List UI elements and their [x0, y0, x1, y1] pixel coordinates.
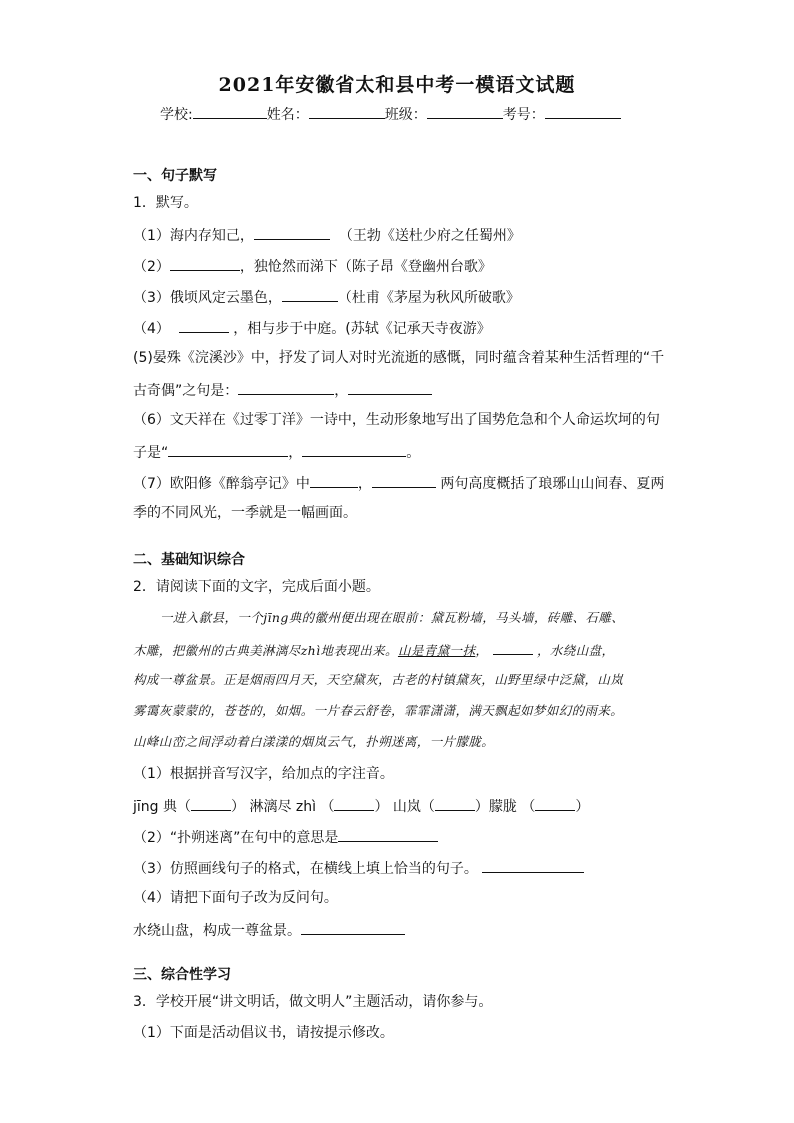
q1-item-7-line1 — [133, 473, 664, 493]
q2-sub4-blank[interactable] — [301, 920, 405, 935]
q1-item-1-source: （王勃《送杜少府之任蜀州》 — [338, 228, 521, 244]
q3-sub1: （1）下面是活动倡议书，请按提示修改。 — [133, 1025, 394, 1041]
q2-sub4-sentence-text: 水绕山盘，构成一尊盆景。 — [133, 923, 301, 939]
passage-line-2-end: ，水绕山盘， — [537, 643, 615, 658]
q2-sub4: （4）请把下面句子改为反问句。 — [133, 890, 338, 906]
pinyin-blank-2[interactable] — [334, 796, 374, 811]
q2-sub3 — [133, 858, 584, 878]
school-label: 学校: — [160, 107, 193, 123]
q1-item-1-text: （1）海内存知己， — [133, 228, 254, 244]
q1-item-6-line2 — [133, 442, 420, 462]
imitation-blank[interactable] — [493, 640, 533, 655]
q1-item-3-source: （杜甫《茅屋为秋风所破歌》 — [337, 290, 520, 306]
q1-item-3-text: （3）俄顷风定云墨色， — [133, 290, 282, 306]
pinyin-c: ） 山岚（ — [374, 799, 435, 815]
passage-line-4: 雾霭灰蒙蒙的，苍苍的，如烟。一片春云舒卷，霏霏潇潇，满天飘起如梦如幻的雨来。 — [133, 703, 624, 718]
student-info-line — [160, 104, 621, 124]
section2-heading: 二、基础知识综合 — [133, 552, 245, 568]
q1-item-4-text: ，相与步于中庭。(苏轼《记承天寺夜游》 — [233, 321, 491, 337]
q1-item-5-blank-1[interactable] — [238, 380, 334, 395]
q2-sub4-sentence — [133, 920, 405, 940]
class-blank[interactable] — [427, 104, 503, 119]
q1-item-4-blank[interactable] — [179, 318, 229, 333]
pinyin-e: ） — [575, 799, 590, 815]
passage-line-2-text: 木雕，把徽州的古典美淋漓尽zhì地表现出来。 — [133, 643, 398, 658]
q1-item-1-blank[interactable] — [254, 225, 330, 240]
passage-line-5: 山峰山峦之间浮动着白漾漾的烟岚云气，扑朔迷离，一片朦胧。 — [133, 734, 495, 749]
pinyin-b: ） 淋漓尽 zhì （ — [231, 799, 335, 815]
q2-label: 2．请阅读下面的文字，完成后面小题。 — [133, 579, 380, 595]
q1-item-5-prompt: 古奇偶”之句是： — [133, 383, 239, 399]
q1-item-5-comma: ， — [334, 383, 349, 399]
q1-item-7-prompt: （7）欧阳修《醉翁亭记》中 — [133, 476, 310, 492]
exam-no-blank[interactable] — [545, 104, 621, 119]
q1-item-2-num: （2） — [133, 259, 170, 275]
pinyin-blank-3[interactable] — [435, 796, 475, 811]
q2-sub3-text: （3）仿照画线句子的格式，在横线上填上恰当的句子。 — [133, 861, 478, 877]
q1-item-7-text: 两句高度概括了琅琊山山间春、夏两 — [440, 476, 665, 492]
passage-line-2-comma: ， — [475, 643, 489, 658]
pinyin-blank-1[interactable] — [191, 796, 231, 811]
q2-pinyin-line — [133, 796, 589, 816]
pinyin-d: ）朦胧 （ — [474, 799, 536, 815]
q1-item-6-blank-2[interactable] — [302, 442, 406, 457]
q1-item-6-period: 。 — [406, 445, 421, 461]
q1-item-2-blank[interactable] — [170, 256, 240, 271]
section1-heading: 一、句子默写 — [133, 168, 217, 184]
q1-item-4-num: （4） — [133, 321, 170, 337]
q1-item-4 — [133, 318, 491, 338]
q2-sub2 — [133, 827, 438, 847]
q2-sub1: （1）根据拼音写汉字，给加点的字注音。 — [133, 766, 394, 782]
pinyin-a: jīng 典（ — [133, 799, 191, 815]
page-title: 2021年安徽省太和县中考一模语文试题 — [218, 74, 576, 96]
q3-label: 3．学校开展“讲文明话，做文明人”主题活动，请你参与。 — [133, 994, 493, 1010]
q2-sub3-blank[interactable] — [482, 858, 584, 873]
q2-sub2-text: （2）“扑朔迷离”在句中的意思是 — [133, 830, 339, 846]
q1-item-6-comma: ， — [288, 445, 303, 461]
name-blank[interactable] — [309, 104, 385, 119]
passage-line-2 — [133, 640, 614, 660]
name-label: 姓名： — [266, 107, 309, 123]
q1-item-5-line2 — [133, 380, 432, 400]
q1-label: 1．默写。 — [133, 195, 198, 211]
q1-item-5-blank-2[interactable] — [348, 380, 432, 395]
q1-item-6-line1: （6）文天祥在《过零丁洋》一诗中，生动形象地写出了国势危急和个人命运坎坷的句 — [133, 412, 660, 428]
q1-item-6-prompt: 子是“ — [133, 445, 169, 461]
q1-item-6-blank-1[interactable] — [168, 442, 288, 457]
q2-sub2-blank[interactable] — [338, 827, 438, 842]
q1-item-2 — [133, 256, 492, 276]
section3-heading: 三、综合性学习 — [133, 967, 231, 983]
q1-item-7-line2: 季的不同风光，一季就是一幅画面。 — [133, 505, 357, 521]
q1-item-2-text: ，独怆然而涕下（陈子昂《登幽州台歌》 — [239, 259, 492, 275]
exam-no-label: 考号： — [502, 107, 545, 123]
passage-line-1: 一进入歙县，一个jīng典的徽州便出现在眼前：黛瓦粉墙，马头墙，砖雕、石雕、 — [160, 610, 625, 625]
q1-item-1 — [133, 225, 521, 245]
underlined-sentence: 山是青黛一抹 — [397, 643, 476, 658]
q1-item-5-line1: (5)晏殊《浣溪沙》中，抒发了词人对时光流逝的感慨，同时蕴含着某种生活哲理的“千 — [133, 350, 665, 366]
q1-item-3 — [133, 287, 520, 307]
pinyin-blank-4[interactable] — [535, 796, 575, 811]
q1-item-7-blank-2[interactable] — [372, 473, 436, 488]
passage-line-3: 构成一尊盆景。正是烟雨四月天，天空黛灰，古老的村镇黛灰，山野里绿中泛黛，山岚 — [133, 672, 624, 687]
q1-item-7-blank-1[interactable] — [310, 473, 358, 488]
q1-item-3-blank[interactable] — [282, 287, 338, 302]
school-blank[interactable] — [193, 104, 267, 119]
class-label: 班级： — [384, 107, 427, 123]
q1-item-7-comma: ， — [357, 476, 372, 492]
